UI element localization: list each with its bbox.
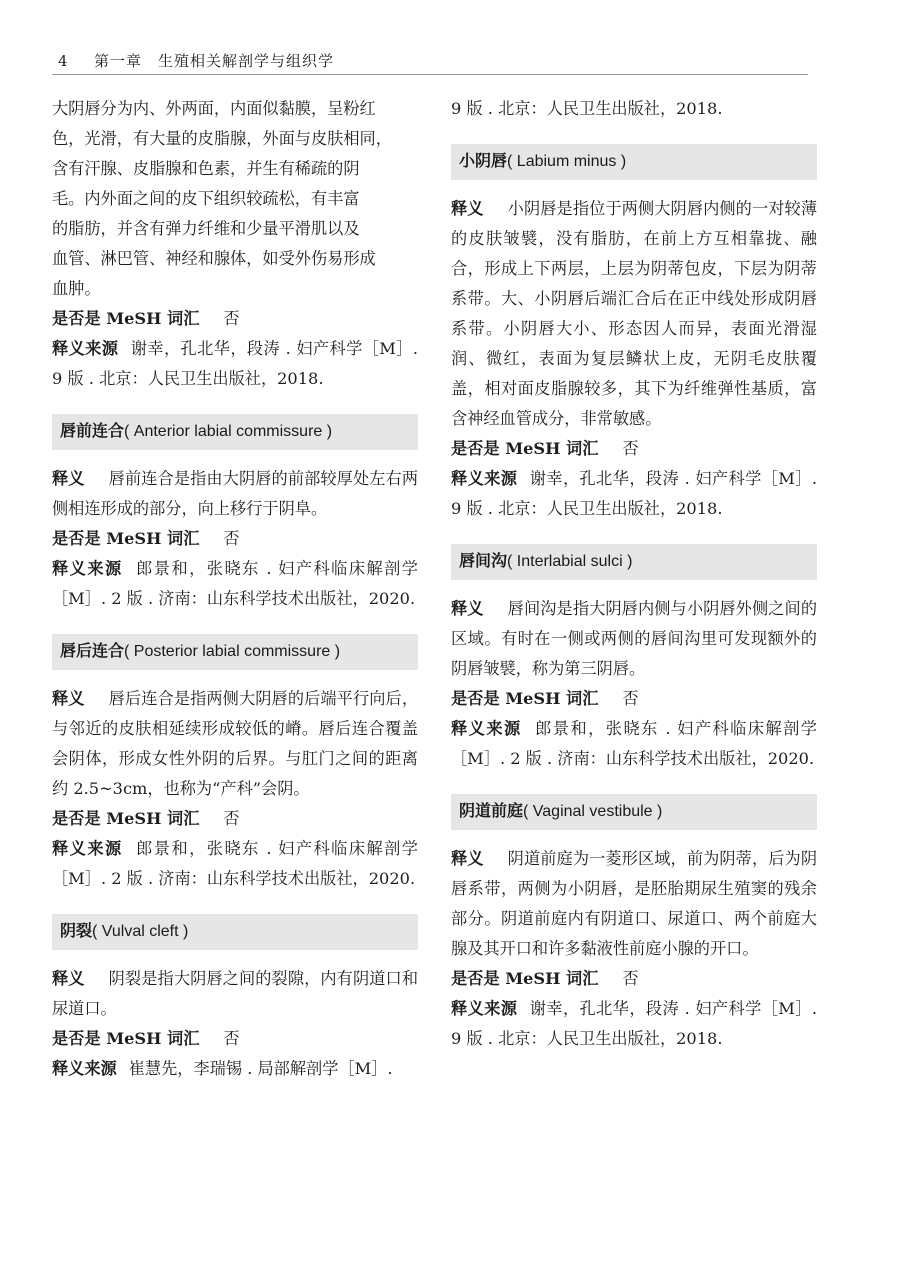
source-text: 崔慧先，李瑞锡 . 局部解剖学［M］.: [128, 1059, 393, 1078]
entry-term: 阴裂: [60, 923, 93, 940]
definition-text: 唇后连合是指两侧大阴唇的后端平行向后，与邻近的皮肤相延续形成较低的嵴。唇后连合覆盖会阴体，形成女性外阴的后界。与肛门之间的距离约 2.5~3cm，也称为“产科”会阴。: [52, 689, 419, 798]
entry-term: 阴道前庭: [459, 803, 524, 820]
source-line: [52, 554, 418, 614]
entry-term: 小阴唇: [459, 153, 508, 170]
definition-paragraph: [451, 594, 817, 684]
definition-label: 释义: [52, 689, 85, 708]
source-text: 郎景和，张晓东 . 妇产科临床解剖学［M］. 2 版 . 济南：山东科学技术出版社，2020.: [52, 559, 418, 608]
text-line: 的脂肪，并含有弹力纤维和少量平滑肌以及: [52, 219, 360, 238]
page-number: 4: [58, 52, 68, 70]
entry-interlabial-sulci: [451, 544, 817, 774]
mesh-line: [52, 1024, 418, 1054]
text-line: 血肿。: [52, 279, 101, 298]
page-header: [52, 48, 808, 75]
mesh-line: [451, 684, 817, 714]
mesh-label: 是否是 MeSH 词汇: [52, 1029, 200, 1048]
mesh-line: [451, 434, 817, 464]
source-text: 谢幸，孔北华，段涛 . 妇产科学［M］. 9 版 . 北京：人民卫生出版社，2018.: [52, 339, 419, 388]
source-label: 释义来源: [52, 559, 123, 578]
source-label: 释义来源: [451, 999, 518, 1018]
mesh-line: [451, 964, 817, 994]
definition-label: 释义: [52, 469, 85, 488]
entry-heading: [451, 794, 817, 830]
entry-english: ( Interlabial sulci ): [507, 553, 633, 570]
mesh-value: 否: [223, 809, 240, 828]
source-text: 郎景和，张晓东 . 妇产科临床解剖学［M］. 2 版 . 济南：山东科学技术出版社，2020.: [52, 839, 418, 888]
definition-label: 释义: [451, 849, 484, 868]
entry-english: ( Labium minus ): [507, 153, 627, 170]
source-label: 释义来源: [52, 1059, 117, 1078]
source-text: 郎景和，张晓东 . 妇产科临床解剖学［M］. 2 版 . 济南：山东科学技术出版社，2020.: [451, 719, 817, 768]
definition-label: 释义: [451, 599, 484, 618]
entry-posterior-labial-commissure: [52, 634, 418, 894]
left-column: [52, 94, 418, 1084]
source-line: [52, 334, 418, 394]
definition-paragraph: [451, 194, 817, 434]
source-label: 释义来源: [52, 339, 119, 358]
source-line: [451, 464, 817, 524]
mesh-label: 是否是 MeSH 词汇: [52, 529, 200, 548]
definition-text: 阴裂是指大阴唇之间的裂隙，内有阴道口和尿道口。: [52, 969, 419, 1018]
source-text: 谢幸，孔北华，段涛 . 妇产科学［M］. 9 版 . 北京：人民卫生出版社，2018.: [451, 999, 818, 1048]
mesh-value: 否: [622, 439, 639, 458]
entry-english: ( Posterior labial commissure ): [124, 643, 341, 660]
mesh-line: [52, 304, 418, 334]
definition-paragraph: [52, 684, 418, 804]
mesh-line: [52, 804, 418, 834]
mesh-label: 是否是 MeSH 词汇: [52, 809, 200, 828]
text-line: 毛。内外面之间的皮下组织较疏松，有丰富: [52, 189, 360, 208]
definition-label: 释义: [52, 969, 85, 988]
definition-paragraph: [52, 464, 418, 524]
continuation-block: [52, 94, 418, 394]
definition-label: 释义: [451, 199, 484, 218]
mesh-value: 否: [223, 309, 240, 328]
entry-heading: [451, 544, 817, 580]
chapter-title: 第一章 生殖相关解剖学与组织学: [94, 52, 335, 70]
entry-labium-minus: [451, 144, 817, 524]
entry-term: 唇后连合: [60, 643, 125, 660]
entry-vulval-cleft: [52, 914, 418, 1084]
definition-paragraph: [451, 844, 817, 964]
source-line: [451, 994, 817, 1054]
mesh-value: 否: [622, 969, 639, 988]
text-line: 大阴唇分为内、外两面，内面似黏膜，呈粉红: [52, 99, 376, 118]
text-line: 色，光滑，有大量的皮脂腺，外面与皮肤相同，: [52, 129, 392, 148]
mesh-line: [52, 524, 418, 554]
source-text: 谢幸，孔北华，段涛 . 妇产科学［M］. 9 版 . 北京：人民卫生出版社，2018.: [451, 469, 818, 518]
source-label: 释义来源: [451, 469, 518, 488]
continuation-source: 9 版 . 北京：人民卫生出版社，2018.: [451, 99, 723, 118]
definition-text: 唇间沟是指大阴唇内侧与小阴唇外侧之间的区域。有时在一侧或两侧的唇间沟里可发现额外的阴唇皱襞，称为第三阴唇。: [451, 599, 818, 678]
mesh-value: 否: [223, 1029, 240, 1048]
mesh-value: 否: [622, 689, 639, 708]
source-line: [451, 714, 817, 774]
entry-english: ( Vulval cleft ): [92, 923, 189, 940]
text-line: 含有汗腺、皮脂腺和色素，并生有稀疏的阴: [52, 159, 360, 178]
entry-heading: [451, 144, 817, 180]
source-label: 释义来源: [451, 719, 522, 738]
entry-heading: [52, 914, 418, 950]
entry-heading: [52, 414, 418, 450]
mesh-label: 是否是 MeSH 词汇: [451, 689, 599, 708]
definition-text: 唇前连合是指由大阴唇的前部较厚处左右两侧相连形成的部分，向上移行于阴阜。: [52, 469, 419, 518]
text-line: 血管、淋巴管、神经和腺体，如受外伤易形成: [52, 249, 376, 268]
mesh-label: 是否是 MeSH 词汇: [451, 439, 599, 458]
source-label: 释义来源: [52, 839, 123, 858]
mesh-label: 是否是 MeSH 词汇: [52, 309, 200, 328]
mesh-label: 是否是 MeSH 词汇: [451, 969, 599, 988]
entry-vaginal-vestibule: [451, 794, 817, 1054]
entry-term: 唇间沟: [459, 553, 508, 570]
definition-text: 阴道前庭为一菱形区域，前为阴蒂，后为阴唇系带，两侧为小阴唇，是胚胎期尿生殖窦的残余部分。阴道前庭内有阴道口、尿道口、两个前庭大腺及其开口和许多黏液性前庭小腺的开口。: [451, 849, 818, 958]
entry-english: ( Vaginal vestibule ): [523, 803, 663, 820]
entry-anterior-labial-commissure: [52, 414, 418, 614]
entry-term: 唇前连合: [60, 423, 125, 440]
source-line: [52, 834, 418, 894]
mesh-value: 否: [223, 529, 240, 548]
right-column: [451, 94, 817, 1054]
entry-heading: [52, 634, 418, 670]
entry-english: ( Anterior labial commissure ): [124, 423, 333, 440]
definition-text: 小阴唇是指位于两侧大阴唇内侧的一对较薄的皮肤皱襞，没有脂肪，在前上方互相靠拢、融合，形成上下两层，上层为阴蒂包皮，下层为阴蒂系带。大、小阴唇后端汇合后在正中线处形成阴唇系带。小阴唇大小、形态因人而异，表面光滑湿润、微红，表面为复层鳞状上皮，无阴毛皮肤覆盖，相对面皮脂腺较多，其下为纤维弹性基质，富含神经血管成分，非常敏感。: [451, 199, 818, 428]
definition-paragraph: [52, 964, 418, 1024]
source-line: [52, 1054, 418, 1084]
